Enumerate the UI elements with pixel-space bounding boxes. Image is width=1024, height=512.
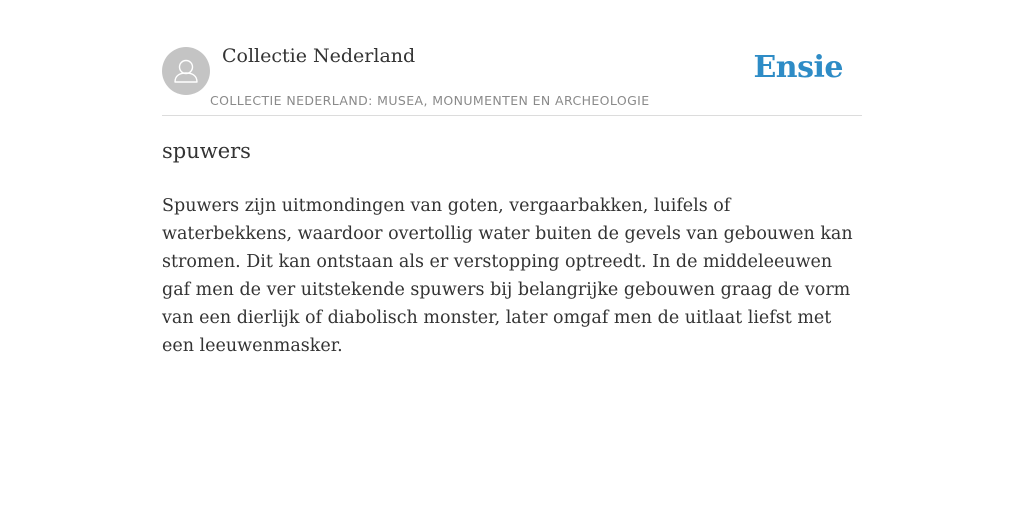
- avatar[interactable]: [162, 47, 210, 95]
- article-header: [162, 40, 862, 116]
- user-silhouette-icon: [162, 47, 210, 95]
- ensie-logo[interactable]: Ensie: [753, 50, 843, 85]
- article-title: spuwers: [162, 139, 251, 163]
- author-subtitle: COLLECTIE NEDERLAND: MUSEA, MONUMENTEN EN ARCHEOLOGIE: [210, 93, 650, 108]
- author-name-link[interactable]: Collectie Nederland: [222, 45, 416, 67]
- article-body: Spuwers zijn uitmondingen van goten, vergaarbakken, luifels of waterbekkens, waardoor overtollig water buiten de gevels van gebouwen kan stromen. Dit kan ontstaan als er verstopping optreedt. In de middeleeuwen gaf men de ver uitstekende spuwers bij belangrijke gebouwen graag de vorm van een dierlijk of diabolisch monster, later omgaf men de uitlaat liefst met een leeuwenmasker.: [162, 196, 853, 356]
